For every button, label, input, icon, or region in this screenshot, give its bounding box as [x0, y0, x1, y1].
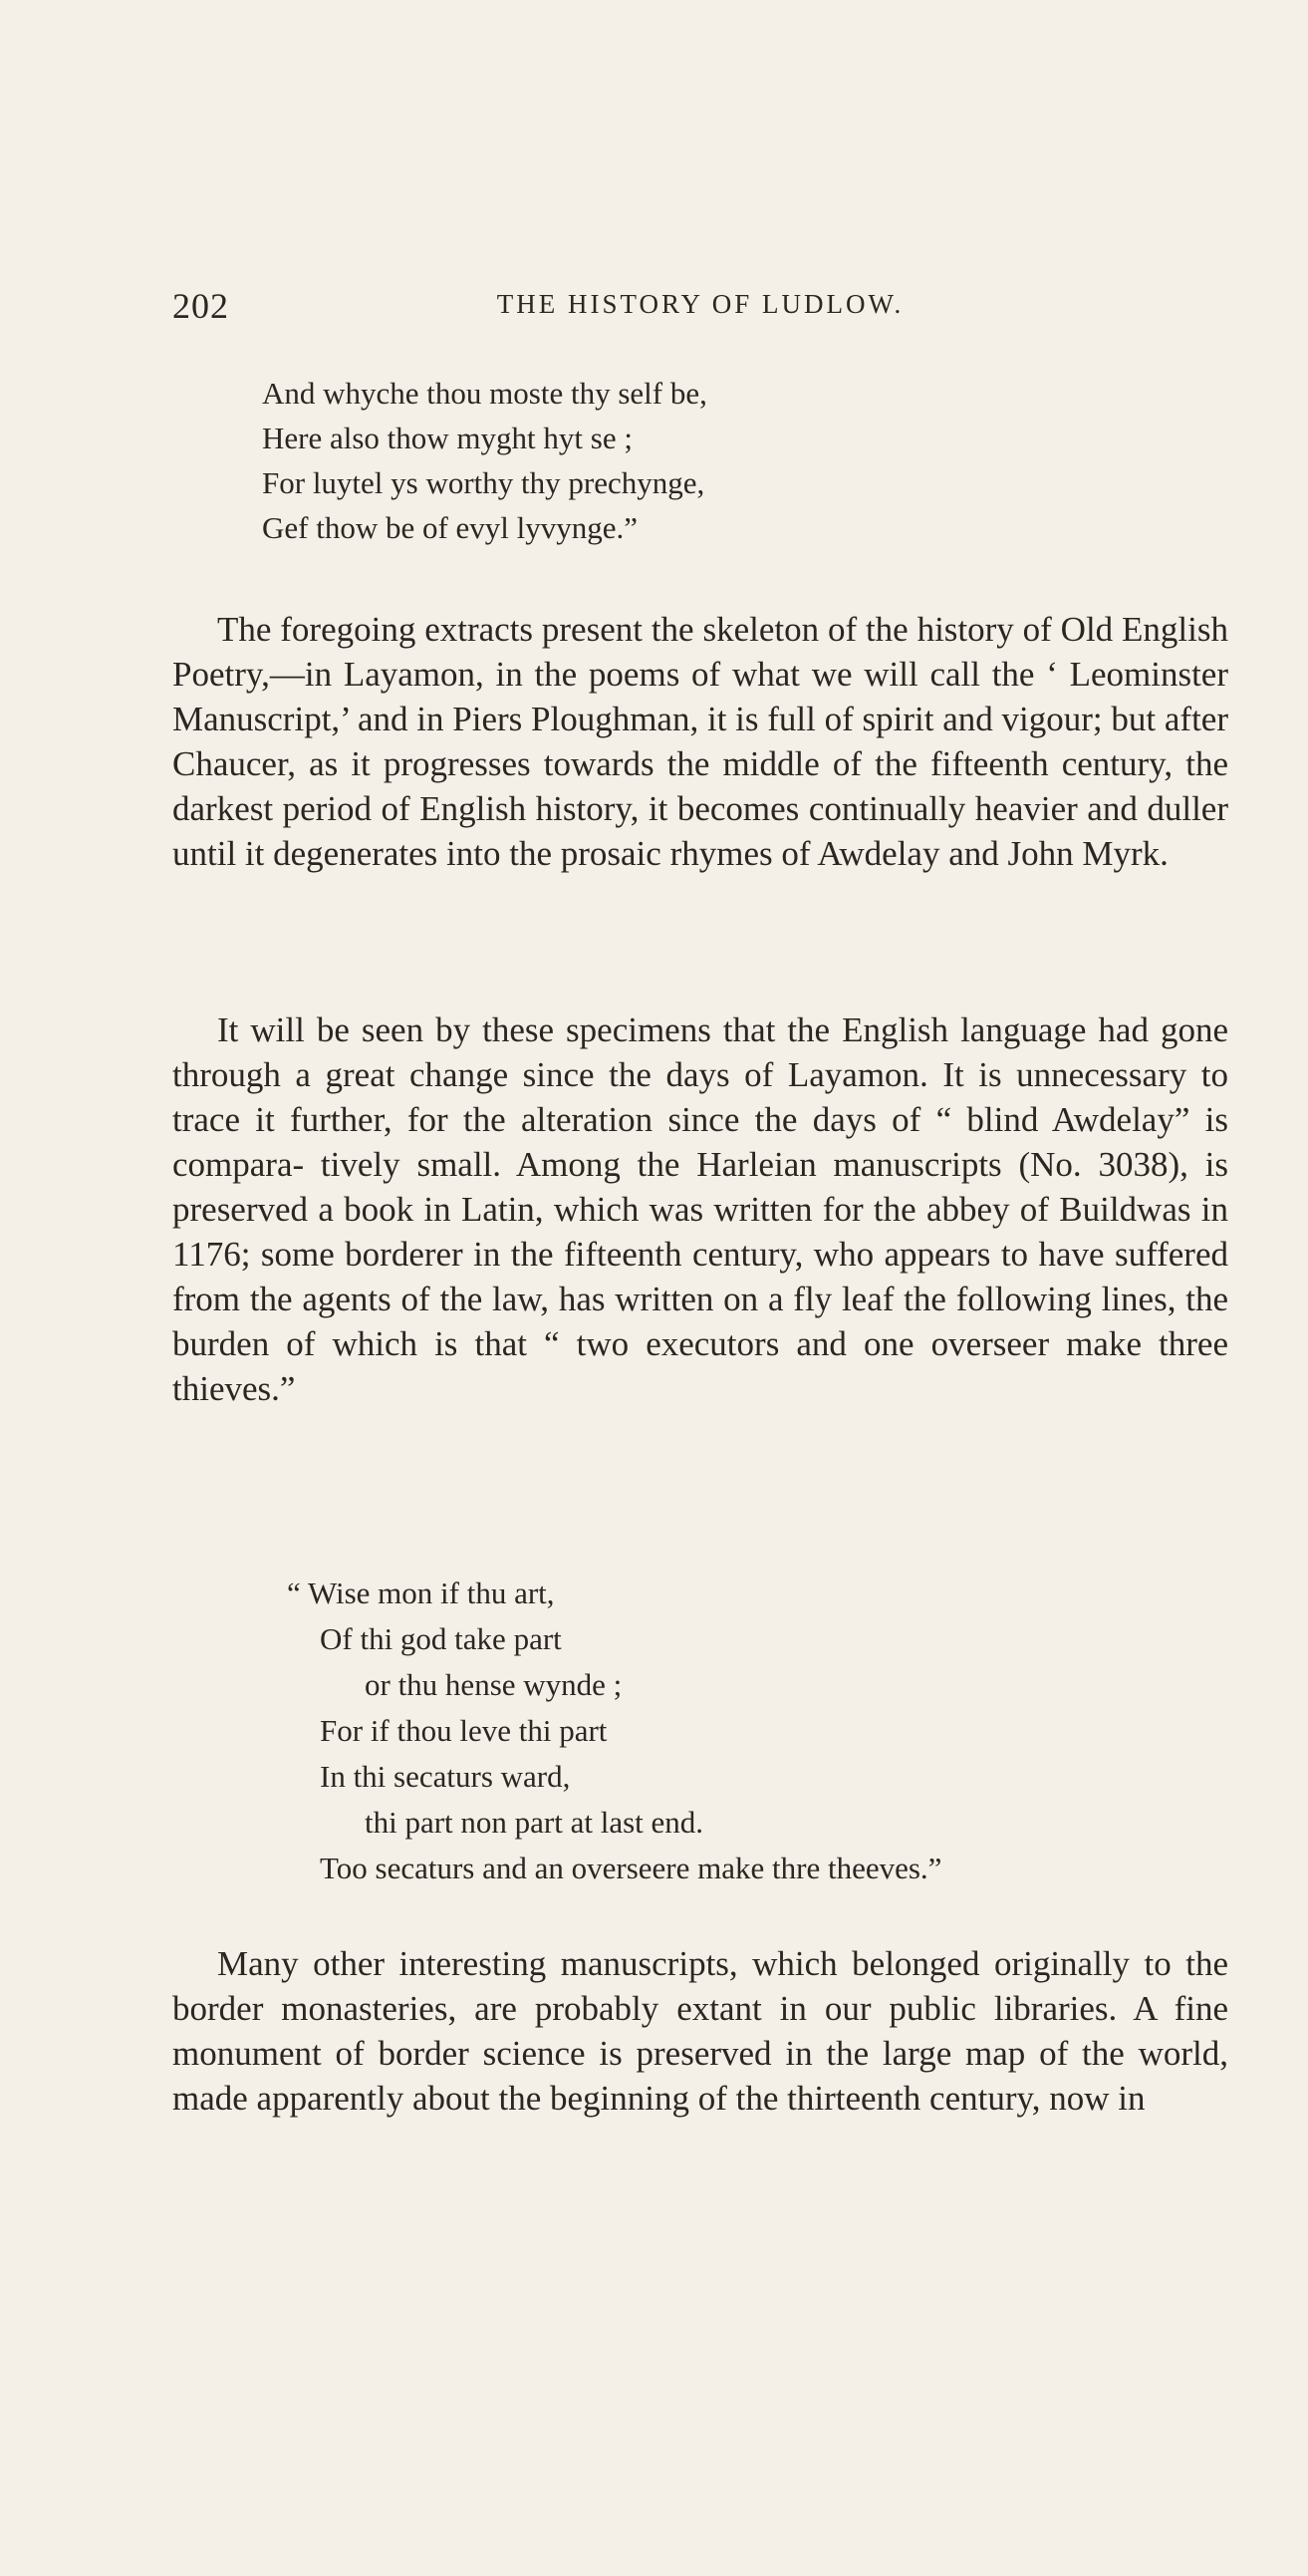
- page-header: [172, 285, 1228, 335]
- verse-line: In thi secaturs ward,: [320, 1759, 571, 1794]
- verse-line: For if thou leve thi part: [320, 1713, 608, 1748]
- paragraph: It will be seen by these specimens that the English language had gone through a great change since the days of Layamon. It is unnecessary to trace it further, for the alteration since the days of “ blind Awdelay” is compara- tively small. Among the Harleian manuscripts (No. 3038), is preserved a book in Latin, which was written for the abbey of Buildwas in 1176; some borderer in the fifteenth century, who appears to have suffered from the agents of the law, has written on a fly leaf the following lines, the burden of which is that “ two executors and one overseer make three thieves.”: [172, 1010, 1228, 1408]
- verse-line: “ Wise mon if thu art,: [287, 1575, 555, 1610]
- verse-quotation-top: [262, 371, 707, 550]
- paragraph: The foregoing extracts present the skeleton of the history of Old English Poetry,—in Layamon, in the poems of what we will call the ‘ Leominster Manuscript,’ and in Piers Ploughman, it is full of spirit and vigour; but after Chaucer, as it progresses towards the middle of the fifteenth century, the darkest period of English history, it becomes continually heavier and duller until it degenerates into the prosaic rhymes of Awdelay and John Myrk.: [172, 610, 1228, 873]
- verse-line: And whyche thou moste thy self be,: [262, 376, 707, 411]
- verse-line: Gef thow be of evyl lyvynge.”: [262, 510, 639, 545]
- verse-line: For luytel ys worthy thy prechynge,: [262, 465, 705, 500]
- verse-line: Here also thow myght hyt se ;: [262, 421, 633, 455]
- verse-quotation-bottom: [287, 1571, 941, 1891]
- verse-line: Too secaturs and an overseere make thre theeves.”: [320, 1851, 942, 1885]
- verse-line: or thu hense wynde ;: [365, 1667, 623, 1702]
- page-number: 202: [172, 286, 229, 326]
- paragraph: Many other interesting manuscripts, which belonged originally to the border monasteries, are probably extant in our public libraries. A fine monument of border science is preserved in the large map of the world, made apparently about the beginning of the thirteenth century, now in: [172, 1944, 1228, 2118]
- running-title: THE HISTORY OF LUDLOW.: [496, 289, 905, 319]
- verse-line: thi part non part at last end.: [365, 1805, 704, 1840]
- verse-line: Of thi god take part: [320, 1621, 562, 1656]
